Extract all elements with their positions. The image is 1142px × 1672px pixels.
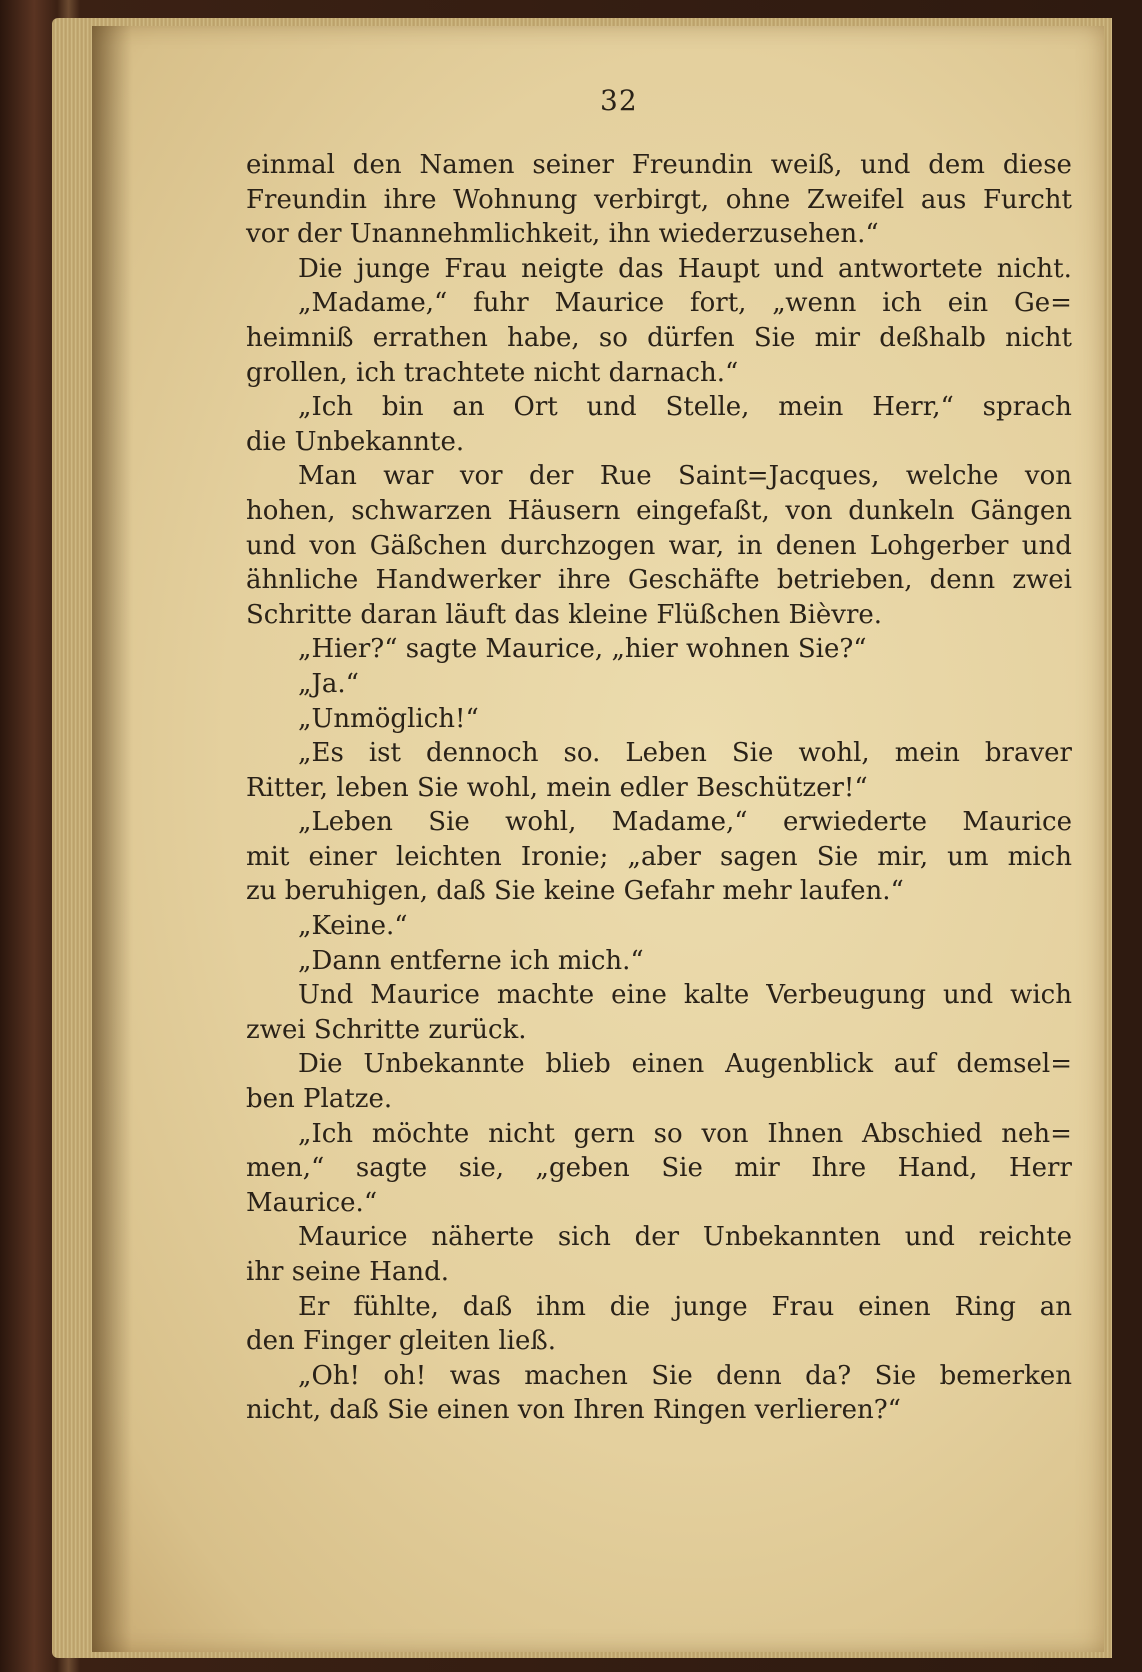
text-line: grollen, ich trachtete nicht darnach.“ <box>246 357 739 388</box>
page-number: 32 <box>600 84 638 117</box>
text-line: „Unmöglich!“ <box>298 703 479 734</box>
text-line: „Madame,“ fuhr Maurice fort, „wenn ich ein Ge= <box>298 288 1072 319</box>
text-line: „Oh! oh! was machen Sie denn da? Sie bemerken <box>298 1360 1072 1391</box>
text-line: „Ja.“ <box>298 668 359 699</box>
text-line: mit einer leichten Ironie; „aber sagen Sie mir, um mich <box>246 841 1072 872</box>
text-line: hohen, schwarzen Häusern eingefaßt, von dunkeln Gängen <box>246 495 1072 526</box>
text-line: den Finger gleiten ließ. <box>246 1326 557 1357</box>
text-line: „Leben Sie wohl, Madame,“ erwiederte Maurice <box>298 807 1072 838</box>
text-line: Freundin ihre Wohnung verbirgt, ohne Zweifel aus Furcht <box>246 184 1072 215</box>
text-line: vor der Unannehmlichkeit, ihn wiederzusehen.“ <box>246 219 879 250</box>
text-line: „Keine.“ <box>298 911 408 942</box>
text-line: Die junge Frau neigte das Haupt und antwortete nicht. <box>298 253 1072 284</box>
text-line: zwei Schritte zurück. <box>246 1014 527 1045</box>
text-line: „Dann entferne ich mich.“ <box>298 945 644 976</box>
text-line: „Ich möchte nicht gern so von Ihnen Abschied neh= <box>298 1118 1072 1149</box>
text-line: Maurice.“ <box>246 1187 378 1218</box>
text-line: Schritte daran läuft das kleine Flüßchen Bièvre. <box>246 599 883 630</box>
text-line: „Hier?“ sagte Maurice, „hier wohnen Sie?“ <box>298 634 867 665</box>
text-line: Und Maurice machte eine kalte Verbeugung und wich <box>298 980 1072 1011</box>
text-line: die Unbekannte. <box>246 426 465 457</box>
text-line: men,“ sagte sie, „geben Sie mir Ihre Hand, Herr <box>246 1153 1072 1184</box>
body-text <box>246 148 1072 1428</box>
page-gutter-shadow <box>92 26 132 1652</box>
text-line: ähnliche Handwerker ihre Geschäfte betrieben, denn zwei <box>246 565 1072 596</box>
text-line: Die Unbekannte blieb einen Augenblick auf demsel= <box>298 1049 1072 1080</box>
text-line: nicht, daß Sie einen von Ihren Ringen verlieren?“ <box>246 1395 901 1426</box>
text-line: ben Platze. <box>246 1084 393 1115</box>
text-line: Maurice näherte sich der Unbekannten und reichte <box>298 1222 1072 1253</box>
text-line: und von Gäßchen durchzogen war, in denen Lohgerber und <box>246 530 1072 561</box>
text-line: zu beruhigen, daß Sie keine Gefahr mehr laufen.“ <box>246 876 904 907</box>
text-line: Er fühlte, daß ihm die junge Frau einen Ring an <box>298 1291 1072 1322</box>
text-line: Ritter, leben Sie wohl, mein edler Beschützer!“ <box>246 772 868 803</box>
text-line: „Ich bin an Ort und Stelle, mein Herr,“ sprach <box>298 392 1072 423</box>
text-line: ihr seine Hand. <box>246 1257 450 1287</box>
text-line: heimniß errathen habe, so dürfen Sie mir deßhalb nicht <box>246 322 1072 353</box>
text-line: „Es ist dennoch so. Leben Sie wohl, mein braver <box>298 738 1072 769</box>
text-line: Man war vor der Rue Saint=Jacques, welche von <box>298 461 1072 492</box>
text-line: einmal den Namen seiner Freundin weiß, und dem diese <box>246 150 1072 180</box>
